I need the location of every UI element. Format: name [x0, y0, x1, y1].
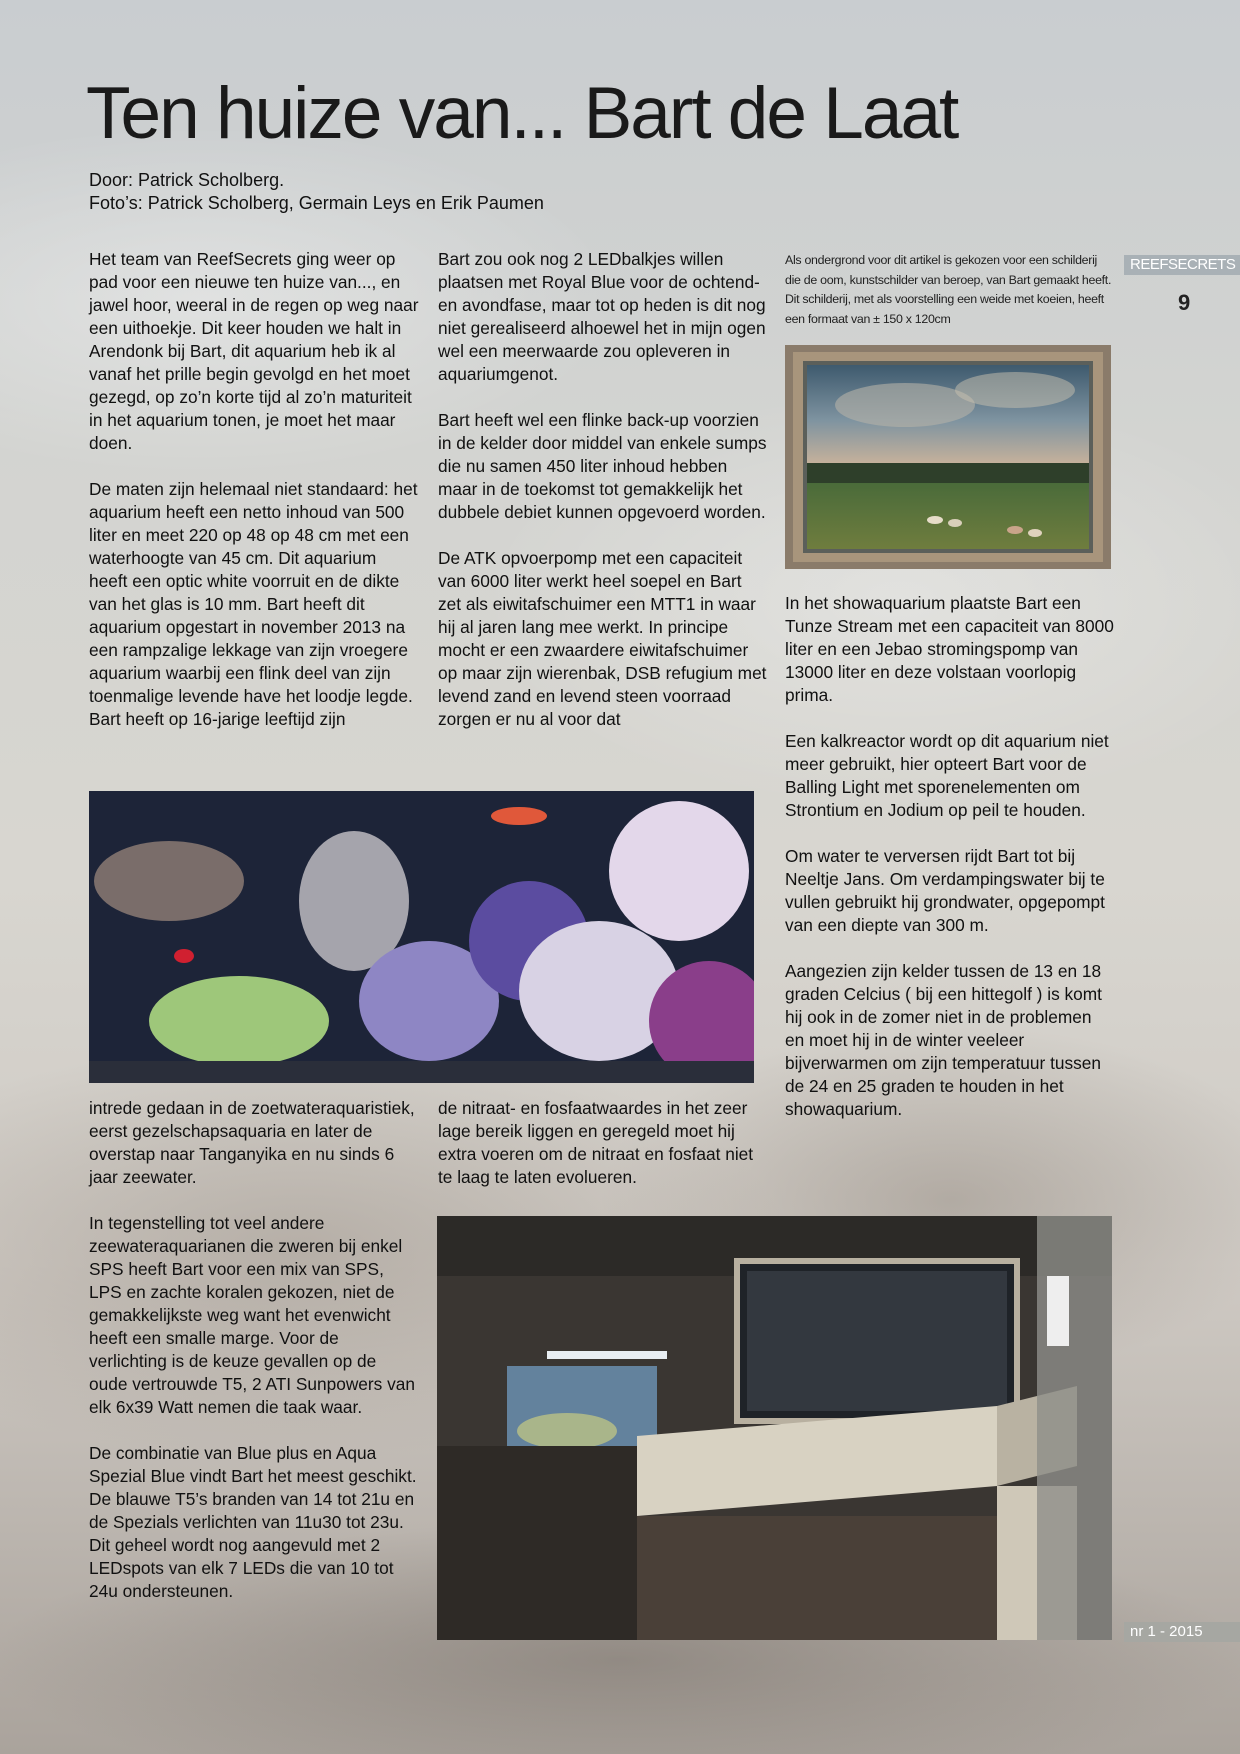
paragraph: Om water te verversen rijdt Bart tot bij Neeltje Jans. Om verdampingswater bij te vullen gebruikt hij grondwater, opgepompt van een diepte van 300 m.: [785, 846, 1105, 935]
paragraph: Het team van ReefSecrets ging weer op pad voor een nieuwe ten huize van..., en jawel hoor, weeral in de regen op weg naar een uithoekje. Dit keer houden we halt in Arendonk bij Bart, dit aquarium heb ik al vanaf het prille begin gevolgd en het moet gezegd, op zo’n korte tijd al zo’n maturiteit in het aquarium tonen, je moet het maar doen.: [89, 249, 419, 453]
paragraph: Een kalkreactor wordt op dit aquarium niet meer gebruikt, hier opteert Bart voor de Balling Light met sporenelementen om Strontium en Jodium op peil te houden.: [785, 731, 1109, 820]
byline: [89, 169, 544, 215]
paragraph: Bart heeft wel een flinke back-up voorzien in de kelder door middel van enkele sumps die nu samen 450 liter inhoud hebben maar in de toekomst tot gemakkelijk het dubbele debiet kunnen opgevoerd worden.: [438, 410, 767, 522]
column-3: [785, 592, 1115, 1121]
reef-aquarium-photo: [89, 791, 754, 1083]
issue-label: nr 1 - 2015: [1124, 1622, 1240, 1642]
paragraph: In tegenstelling tot veel andere zeewateraquarianen die zweren bij enkel SPS heeft Bart voor een mix van SPS, LPS en zachte koralen gekozen, niet de gemakkelijkste weg want het evenwicht heeft een smalle marge. Voor de verlichting is de keuze gevallen op de oude vertrouwde T5, 2 ATI Sunpowers van elk 6x39 Watt nemen die taak waar.: [89, 1213, 415, 1417]
paragraph: intrede gedaan in de zoetwateraquaristiek, eerst gezelschapsaquaria en later de overstap naar Tanganyika en nu sinds 6 jaar zeewater.: [89, 1098, 415, 1187]
page-number: 9: [1178, 290, 1191, 315]
column-1-bottom: [89, 1097, 419, 1603]
byline-photos: Foto’s: Patrick Scholberg, Germain Leys en Erik Paumen: [89, 193, 544, 213]
painting-caption: Als ondergrond voor dit artikel is gekozen voor een schilderij die de oom, kunstschilder van beroep, van Bart gemaakt heeft. Dit schilderij, met als voorstelling een weide met koeien, heeft een formaat van ± 150 x 120cm: [785, 253, 1112, 326]
byline-author: Door: Patrick Scholberg.: [89, 170, 285, 190]
column-1-top: [89, 248, 419, 731]
paragraph: De ATK opvoerpomp met een capaciteit van 6000 liter werkt heel soepel en Bart zet als eiwitafschuimer een MTT1 in waar hij al jaren lang mee werkt. In principe mocht er een zwaardere eiwitafschuimer op maar zijn wierenbak, DSB refugium met levend zand en levend steen voorraad zorgen er nu al voor dat: [438, 548, 767, 729]
paragraph: In het showaquarium plaatste Bart een Tunze Stream met een capaciteit van 8000 liter en een Jebao stromingspomp van 13000 liter en deze volstaan voorlopig prima.: [785, 593, 1114, 705]
paragraph: De maten zijn helemaal niet standaard: het aquarium heeft een netto inhoud van 500 liter en meet 220 op 48 op 48 cm met een waterhoogte van 45 cm. Dit aquarium heeft een optic white voorruit en de dikte van het glas is 10 mm. Bart heeft dit aquarium opgestart in november 2013 na een rampzalige lekkage van zijn vroegere aquarium waarbij een flink deel van zijn toenmalige levende have het loodje legde. Bart heeft op 16-jarige leeftijd zijn: [89, 479, 418, 729]
page-title: Ten huize van... Bart de Laat: [86, 73, 958, 154]
paragraph: Aangezien zijn kelder tussen de 13 en 18 graden Celcius ( bij een hittegolf ) is komt hij ook in de zomer niet in de problemen en moet hij in de winter veeleer bijverwarmen om zijn temperatuur tussen de 24 en 25 graden te houden in het showaquarium.: [785, 961, 1102, 1119]
paragraph: de nitraat- en fosfaatwaardes in het zeer lage bereik liggen en geregeld moet hij extra voeren om de nitraat en fosfaat niet te laag te laten evolueren.: [438, 1098, 754, 1187]
column-2-top: [438, 248, 768, 731]
column-2-bottom: [438, 1097, 768, 1189]
sump-cabinet-photo: [437, 1216, 1112, 1640]
paragraph: De combinatie van Blue plus en Aqua Spezial Blue vindt Bart het meest geschikt. De blauwe T5’s branden van 14 tot 21u en de Spezials verlichten van 11u30 tot 23u. Dit geheel wordt nog aangevuld met 2 LEDspots van elk 7 LEDs die van 10 tot 24u ondersteunen.: [89, 1443, 417, 1601]
paragraph: Bart zou ook nog 2 LEDbalkjes willen plaatsen met Royal Blue voor de ochtend- en avondfase, maar tot op heden is dit nog niet gerealiseerd alhoewel het in mijn ogen wel een meerwaarde zou opleveren in aquariumgenot.: [438, 249, 766, 384]
magazine-tab: REEFSECRETS: [1124, 255, 1240, 275]
painting-photo: [785, 345, 1111, 569]
